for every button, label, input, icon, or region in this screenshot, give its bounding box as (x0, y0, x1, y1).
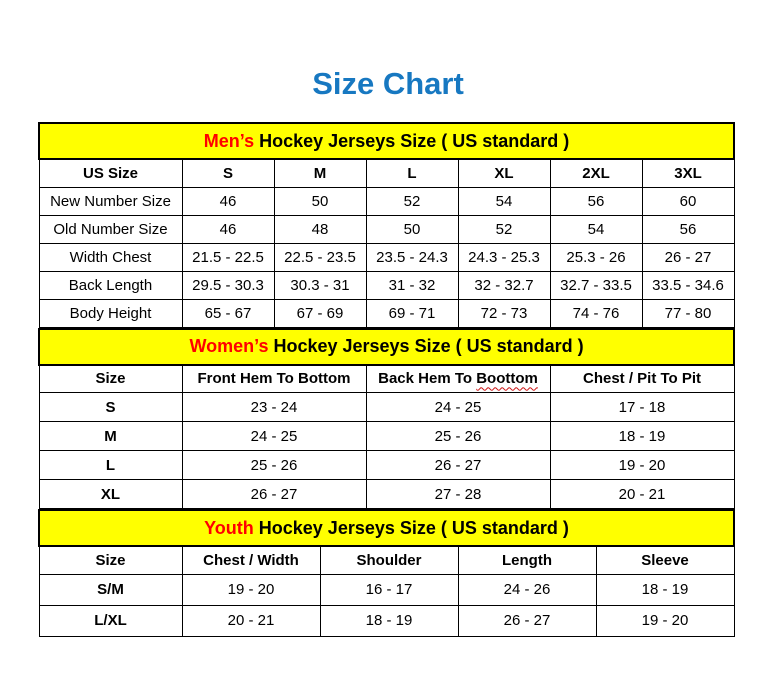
column-header: Size (39, 546, 182, 574)
column-header: XL (458, 159, 550, 187)
row-label: XL (39, 480, 182, 509)
cell: 32.7 - 33.5 (550, 271, 642, 299)
cell: 52 (458, 215, 550, 243)
row-label: Back Length (39, 271, 182, 299)
column-header: Size (39, 365, 182, 393)
cell: 56 (642, 215, 734, 243)
cell: 20 - 21 (182, 605, 320, 636)
womens-section-band-title (39, 329, 734, 365)
row-label: L (39, 451, 182, 480)
youth-band-highlight: Youth (204, 517, 254, 538)
womens-size-table (38, 328, 735, 510)
table-row (39, 187, 734, 215)
cell: 74 - 76 (550, 299, 642, 327)
cell: 26 - 27 (366, 451, 550, 480)
cell: 24.3 - 25.3 (458, 243, 550, 271)
mens-header-row (39, 159, 734, 187)
table-row (39, 243, 734, 271)
cell: 33.5 - 34.6 (642, 271, 734, 299)
column-header: 2XL (550, 159, 642, 187)
cell: 29.5 - 30.3 (182, 271, 274, 299)
table-row (39, 271, 734, 299)
column-header-misspelled (366, 365, 550, 393)
row-label: Old Number Size (39, 215, 182, 243)
column-header: Front Hem To Bottom (182, 365, 366, 393)
column-header: Sleeve (596, 546, 734, 574)
table-row (39, 451, 734, 480)
row-label: New Number Size (39, 187, 182, 215)
table-row (39, 422, 734, 451)
cell: 16 - 17 (320, 574, 458, 605)
table-row (39, 605, 734, 636)
cell: 20 - 21 (550, 480, 734, 509)
cell: 19 - 20 (182, 574, 320, 605)
cell: 25 - 26 (182, 451, 366, 480)
cell: 21.5 - 22.5 (182, 243, 274, 271)
mens-band-rest: Hockey Jerseys Size ( US standard ) (254, 130, 570, 151)
mens-section-band-title (39, 123, 734, 159)
misspelled-header-prefix: Back Hem To (378, 370, 477, 388)
cell: 67 - 69 (274, 299, 366, 327)
cell: 18 - 19 (320, 605, 458, 636)
cell: 60 (642, 187, 734, 215)
womens-band-rest: Hockey Jerseys Size ( US standard ) (268, 336, 584, 356)
size-tables (38, 122, 733, 637)
cell: 54 (550, 215, 642, 243)
cell: 31 - 32 (366, 271, 458, 299)
womens-section-band (39, 329, 734, 365)
row-label: S (39, 393, 182, 422)
cell: 19 - 20 (550, 451, 734, 480)
misspelled-word: Boottom (476, 370, 538, 388)
cell: 26 - 27 (182, 480, 366, 509)
cell: 69 - 71 (366, 299, 458, 327)
womens-header-row (39, 365, 734, 393)
cell: 24 - 25 (182, 422, 366, 451)
cell: 54 (458, 187, 550, 215)
column-header: M (274, 159, 366, 187)
column-header: US Size (39, 159, 182, 187)
cell: 25.3 - 26 (550, 243, 642, 271)
cell: 24 - 25 (366, 393, 550, 422)
column-header: 3XL (642, 159, 734, 187)
column-header: Chest / Width (182, 546, 320, 574)
mens-band-highlight: Men’s (203, 130, 255, 151)
cell: 72 - 73 (458, 299, 550, 327)
youth-header-row (39, 546, 734, 574)
row-label: S/M (39, 574, 182, 605)
cell: 27 - 28 (366, 480, 550, 509)
youth-section-band (39, 510, 734, 546)
cell: 23 - 24 (182, 393, 366, 422)
cell: 65 - 67 (182, 299, 274, 327)
cell: 52 (366, 187, 458, 215)
column-header: Length (458, 546, 596, 574)
table-row (39, 480, 734, 509)
youth-band-rest: Hockey Jerseys Size ( US standard ) (253, 517, 569, 538)
youth-section-band-title (39, 510, 734, 546)
cell: 25 - 26 (366, 422, 550, 451)
cell: 18 - 19 (596, 574, 734, 605)
cell: 22.5 - 23.5 (274, 243, 366, 271)
cell: 56 (550, 187, 642, 215)
table-row (39, 299, 734, 327)
youth-size-table (38, 509, 735, 637)
row-label: L/XL (39, 605, 182, 636)
cell: 50 (366, 215, 458, 243)
row-label: Body Height (39, 299, 182, 327)
cell: 26 - 27 (458, 605, 596, 636)
column-header: Chest / Pit To Pit (550, 365, 734, 393)
table-row (39, 215, 734, 243)
mens-section-band (39, 123, 734, 159)
page-title: Size Chart (312, 66, 464, 101)
cell: 32 - 32.7 (458, 271, 550, 299)
cell: 17 - 18 (550, 393, 734, 422)
row-label: M (39, 422, 182, 451)
cell: 26 - 27 (642, 243, 734, 271)
cell: 30.3 - 31 (274, 271, 366, 299)
cell: 77 - 80 (642, 299, 734, 327)
cell: 19 - 20 (596, 605, 734, 636)
table-row (39, 574, 734, 605)
column-header: L (366, 159, 458, 187)
column-header: S (182, 159, 274, 187)
cell: 48 (274, 215, 366, 243)
column-header: Shoulder (320, 546, 458, 574)
mens-size-table (38, 122, 735, 328)
cell: 23.5 - 24.3 (366, 243, 458, 271)
womens-band-highlight: Women’s (189, 336, 269, 356)
cell: 46 (182, 215, 274, 243)
row-label: Width Chest (39, 243, 182, 271)
table-row (39, 393, 734, 422)
cell: 50 (274, 187, 366, 215)
cell: 46 (182, 187, 274, 215)
cell: 24 - 26 (458, 574, 596, 605)
cell: 18 - 19 (550, 422, 734, 451)
